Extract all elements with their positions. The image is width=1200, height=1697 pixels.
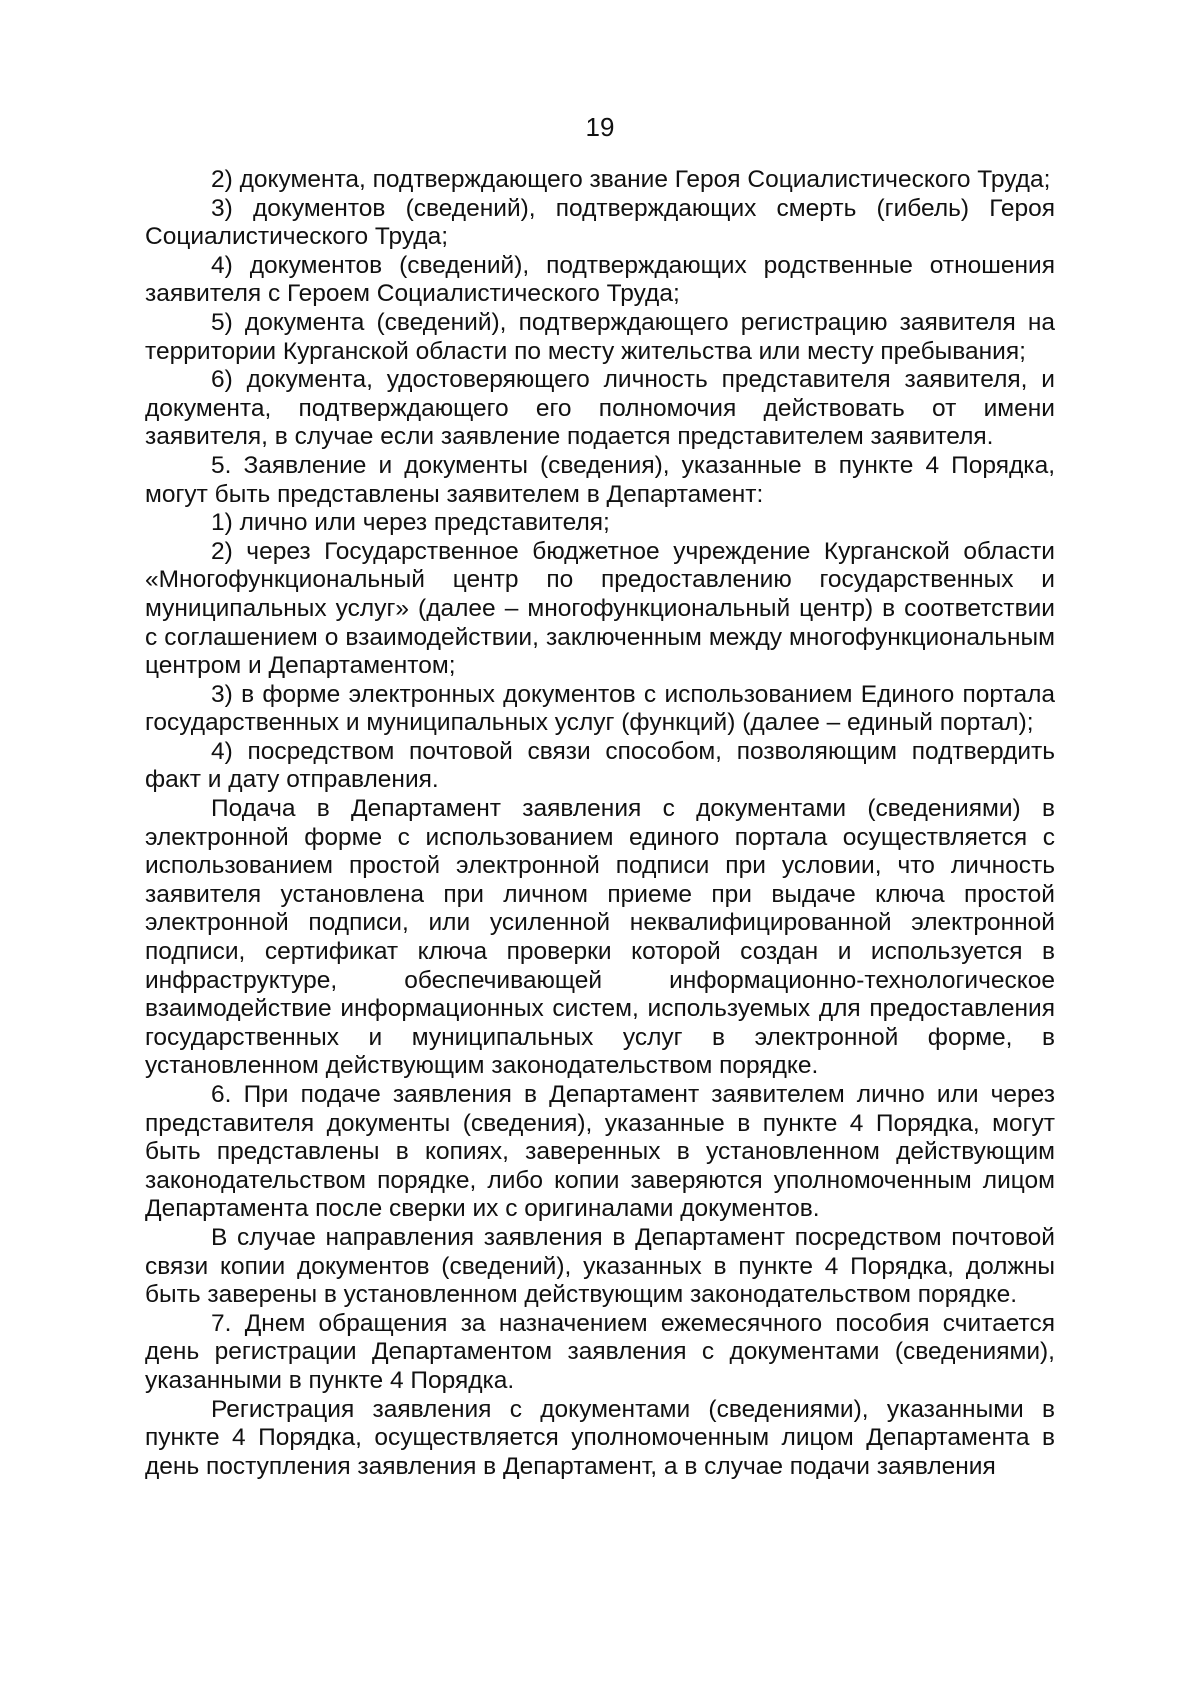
paragraph: 2) документа, подтверждающего звание Героя Социалистического Труда; [211, 166, 1051, 193]
page-number: 19 [585, 112, 615, 142]
paragraph: 5. Заявление и документы (сведения), указанные в пункте 4 Порядка, могут быть представлены заявителем в Департамент: [145, 451, 1055, 508]
paragraph: 6) документа, удостоверяющего личность представителя заявителя, и документа, подтверждающего его полномочия действовать от имени заявителя, в случае если заявление подается представителем заявителя. [145, 366, 1055, 451]
paragraph: 3) документов (сведений), подтверждающих смерть (гибель) Героя Социалистического Труда; [145, 194, 1055, 251]
paragraph: 4) документов (сведений), подтверждающих родственные отношения заявителя с Героем Социалистического Труда; [145, 251, 1055, 308]
paragraph: 5) документа (сведений), подтверждающего регистрацию заявителя на территории Курганской области по месту жительства или месту пребывания; [145, 308, 1055, 365]
paragraph: 6. При подаче заявления в Департамент заявителем лично или через представителя документы (сведения), указанные в пункте 4 Порядка, могут быть представлены в копиях, заверенных в установленном действующим законодательством порядке, либо копии заверяются уполномоченным лицом Департамента после сверки их с оригиналами документов. [145, 1081, 1055, 1223]
paragraph: 3) в форме электронных документов с использованием Единого портала государственных и муниципальных услуг (функций) (далее – единый портал); [145, 680, 1055, 737]
document-body [145, 166, 1055, 1481]
paragraph: В случае направления заявления в Департамент посредством почтовой связи копии документов (сведений), указанных в пункте 4 Порядка, должны быть заверены в установленном действующим законодательством порядке. [145, 1223, 1055, 1309]
paragraph: Регистрация заявления с документами (сведениями), указанными в пункте 4 Порядка, осуществляется уполномоченным лицом Департамента в день поступления заявления в Департамент, а в случае подачи заявления [145, 1395, 1055, 1480]
paragraph: 1) лично или через представителя; [211, 509, 610, 537]
paragraph: Подача в Департамент заявления с документами (сведениями) в электронной форме с использованием единого портала осуществляется с использованием простой электронной подписи при условии, что личность заявителя установлена при личном приеме при выдаче ключа простой электронной подписи, или усиленной неквалифицированной электронной подписи, сертификат ключа проверки которой создан и используется в инфраструктуре, обеспечивающей информационно-технологическое взаимодействие информационных систем, используемых для предоставления государственных и муниципальных услуг в электронной форме, в установленном действующим законодательством порядке. [145, 795, 1055, 1080]
paragraph: 4) посредством почтовой связи способом, позволяющим подтвердить факт и дату отправления. [145, 737, 1055, 794]
paragraph: 2) через Государственное бюджетное учреждение Курганской области «Многофункциональный центр по предоставлению государственных и муниципальных услуг» (далее – многофункциональный центр) в соответствии с соглашением о взаимодействии, заключенным между многофункциональным центром и Департаментом; [145, 537, 1055, 680]
paragraph: 7. Днем обращения за назначением ежемесячного пособия считается день регистрации Департаментом заявления с документами (сведениями), указанными в пункте 4 Порядка. [145, 1309, 1055, 1394]
